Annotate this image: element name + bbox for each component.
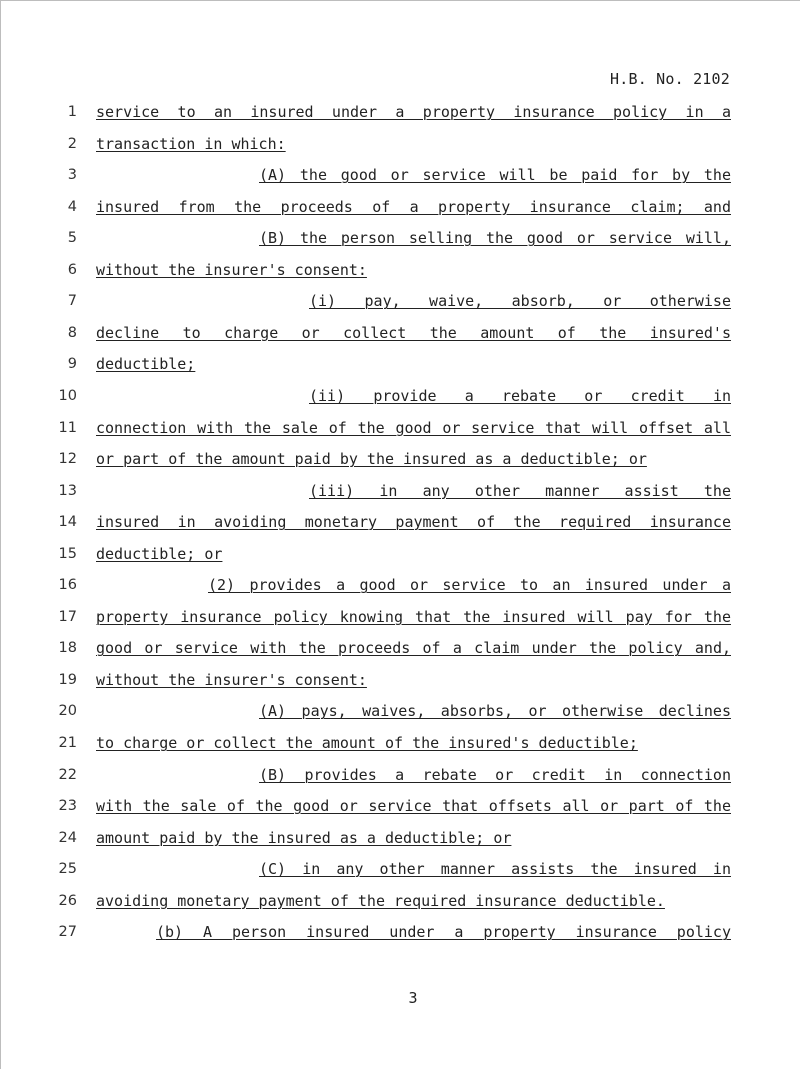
bill-line — [1, 859, 800, 890]
line-text: transaction in which: — [96, 134, 286, 153]
bill-line — [1, 228, 800, 259]
line-number: 10 — [58, 387, 77, 404]
bill-line — [1, 354, 800, 385]
line-number: 6 — [67, 261, 77, 278]
line-number: 20 — [58, 703, 77, 720]
line-text: good or service with the proceeds of a claim under the policy and, — [96, 639, 731, 658]
bill-line — [1, 575, 800, 606]
line-text: deductible; or — [96, 544, 223, 563]
bill-line — [1, 197, 800, 228]
line-number: 14 — [58, 514, 77, 531]
page-number: 3 — [408, 989, 418, 1007]
line-number: 7 — [67, 293, 77, 310]
line-number: 27 — [58, 924, 77, 941]
line-number: 12 — [58, 451, 77, 468]
line-text: decline to charge or collect the amount of the insured's — [96, 323, 731, 342]
line-text: service to an insured under a property insurance policy in a — [96, 103, 731, 121]
line-number: 3 — [67, 167, 77, 184]
line-number: 5 — [67, 230, 77, 247]
bill-line — [1, 291, 800, 322]
line-number: 18 — [58, 640, 77, 657]
bill-line — [1, 102, 800, 133]
bill-line — [1, 765, 800, 796]
line-number: 22 — [58, 766, 77, 783]
line-number: 19 — [58, 671, 77, 688]
line-text: amount paid by the insured as a deductible; or — [96, 828, 512, 847]
line-number: 1 — [67, 104, 77, 120]
line-text: (A) pays, waives, absorbs, or otherwise declines — [259, 702, 731, 721]
bill-line — [1, 481, 800, 512]
line-number: 24 — [58, 829, 77, 846]
bill-line — [1, 638, 800, 669]
bill-line — [1, 386, 800, 417]
bill-line — [1, 512, 800, 543]
line-text: (ii) provide a rebate or credit in — [309, 386, 731, 405]
line-text: avoiding monetary payment of the required insurance deductible. — [96, 891, 665, 910]
line-text: to charge or collect the amount of the insured's deductible; — [96, 734, 638, 752]
line-text: (B) provides a rebate or credit in connection — [259, 765, 731, 784]
line-text: (b) A person insured under a property insurance policy — [156, 923, 731, 942]
line-text: (C) in any other manner assists the insured in — [259, 860, 731, 879]
line-number: 11 — [58, 419, 77, 436]
bill-line — [1, 922, 800, 953]
line-number: 17 — [58, 608, 77, 625]
bill-line — [1, 828, 800, 859]
bill-line — [1, 165, 800, 196]
bill-line — [1, 323, 800, 354]
line-text: insured in avoiding monetary payment of the required insurance — [96, 513, 731, 532]
line-text: deductible; — [96, 355, 196, 374]
line-number: 26 — [58, 892, 77, 909]
line-text: connection with the sale of the good or service that will offset all — [96, 418, 731, 437]
line-number: 23 — [58, 798, 77, 815]
bill-line — [1, 891, 800, 922]
line-number: 13 — [58, 482, 77, 499]
line-text: (B) the person selling the good or service will, — [259, 229, 731, 248]
line-number: 9 — [67, 356, 77, 373]
bill-line — [1, 418, 800, 449]
line-text: without the insurer's consent: — [96, 260, 367, 279]
line-text: (iii) in any other manner assist the — [309, 481, 731, 500]
bill-line — [1, 544, 800, 575]
bill-line — [1, 260, 800, 291]
bill-line — [1, 607, 800, 638]
line-text: (A) the good or service will be paid for by the — [259, 166, 731, 185]
bill-line — [1, 733, 800, 764]
line-text: (2) provides a good or service to an insured under a — [208, 576, 731, 595]
line-number: 2 — [67, 135, 77, 152]
line-number: 25 — [58, 861, 77, 878]
line-text: with the sale of the good or service that offsets all or part of the — [96, 797, 731, 816]
bill-number-header: H.B. No. 2102 — [610, 70, 730, 88]
line-number: 21 — [58, 735, 77, 751]
bill-line — [1, 134, 800, 165]
line-number: 15 — [58, 545, 77, 562]
bill-line — [1, 449, 800, 480]
line-number: 4 — [67, 198, 77, 215]
line-text: insured from the proceeds of a property insurance claim; and — [96, 197, 731, 216]
bill-line — [1, 670, 800, 701]
bill-line — [1, 701, 800, 732]
line-text: property insurance policy knowing that the insured will pay for the — [96, 607, 731, 626]
line-text: or part of the amount paid by the insured as a deductible; or — [96, 450, 647, 469]
bill-line — [1, 796, 800, 827]
line-text: without the insurer's consent: — [96, 670, 367, 689]
line-number: 8 — [67, 324, 77, 341]
line-number: 16 — [58, 577, 77, 594]
line-text: (i) pay, waive, absorb, or otherwise — [309, 292, 731, 311]
